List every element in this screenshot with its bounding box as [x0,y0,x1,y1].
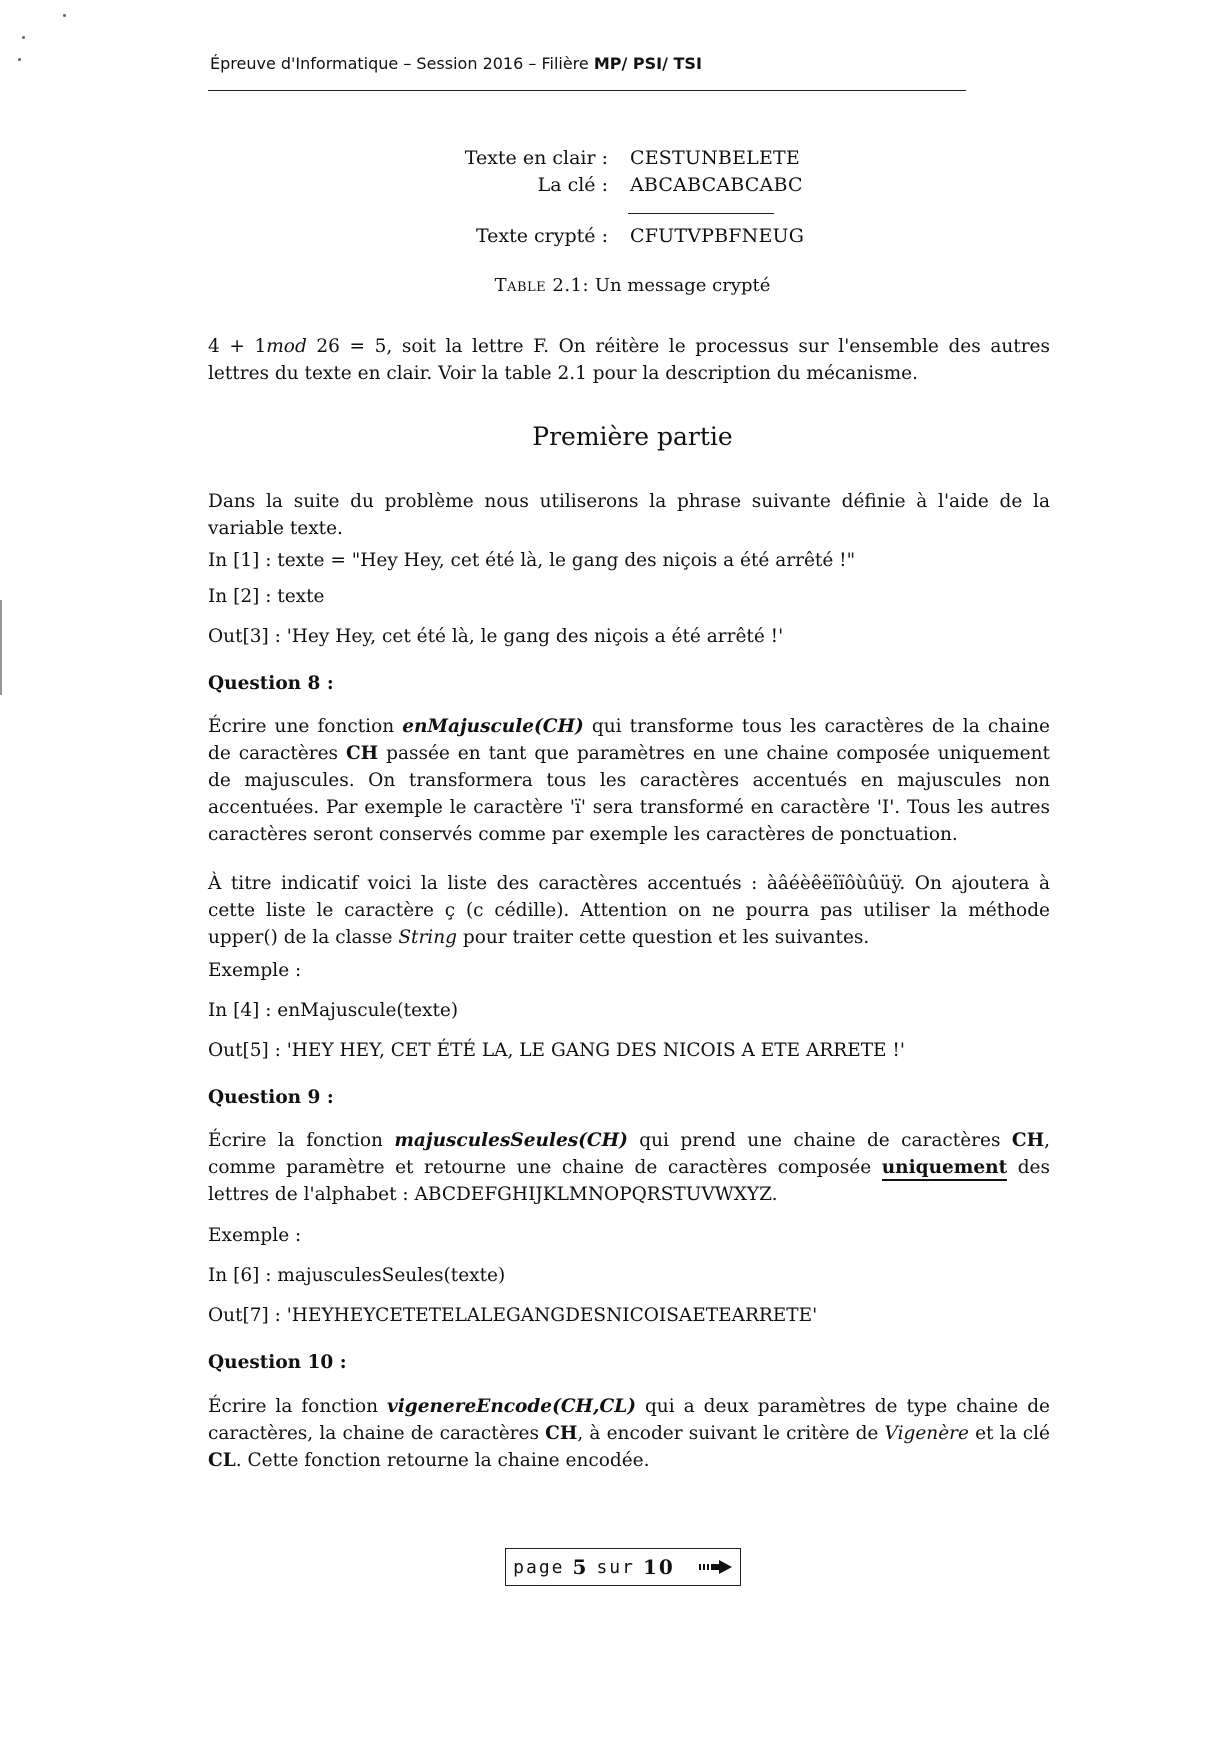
scan-speck [18,58,21,61]
cipher-row-encrypted [440,225,804,247]
cipher-row-key [440,172,803,199]
intro-paragraph [208,333,1050,387]
scan-speck [63,14,66,17]
emphasis-uniquement: uniquement [882,1157,1007,1181]
question-10-paragraph [208,1393,1050,1474]
text: . Cette fonction retourne la chaine encodée. [235,1450,650,1471]
text: et la clé [968,1423,1050,1444]
setup-paragraph: Dans la suite du problème nous utiliserons la phrase suivante définie à l'aide de la variable texte. [208,491,1050,539]
scan-speck [22,36,25,39]
intro-text: 26 = 5, soit la lettre F. On réitère le processus sur l'ensemble des autres lettres du texte en clair. Voir la table 2.1 pour la description du mécanisme. [208,336,1050,384]
code-in1: In [1] : texte = "Hey Hey, cet été là, le gang des niçois a été arrêté !" [208,550,856,571]
cipher-value: ABCABCABCABC [630,174,803,196]
code-in6: In [6] : majusculesSeules(texte) [208,1265,506,1286]
param-name: CH [1011,1130,1045,1151]
header-filiere: MP/ PSI/ TSI [593,54,702,73]
text: , comme paramètre et retourne une chaine de caractères composée [208,1130,1050,1178]
text: qui transforme tous les caractères de la chaine de caractères [208,716,1050,764]
question-10-title: Question 10 : [208,1352,347,1373]
cipher-sum-rule [628,213,774,214]
code-out7: Out[7] : 'HEYHEYCETETELALEGANGDESNICOISAETEARRETE' [208,1305,818,1326]
formula: 4 + 1 [208,336,267,357]
param-name: CH [545,1423,578,1444]
code-out5: Out[5] : 'HEY HEY, CET ÉTÉ LA, LE GANG DES NICOIS A ETE ARRETE !' [208,1040,905,1061]
function-name: enMajuscule(CH) [402,716,584,737]
cipher-label: La clé : [537,174,608,196]
text: passée en tant que paramètres en une chaine composée uniquement de majuscules. On transformera tous les caractères accentués en majuscules non accentuées. Par exemple le caractère 'ï' sera transformé en caractère 'I'. Tous les autres caractères seront conservés comme par exemple les caractères de ponctuation. [208,743,1050,845]
cipher-table [440,145,803,199]
cipher-value: CFUTVPBFNEUG [630,225,805,247]
question-8-paragraph-1 [208,713,1050,848]
formula-mod: mod [266,336,307,357]
header-rule [208,90,966,91]
text: qui prend une chaine de caractères [627,1130,1012,1151]
function-name: majusculesSeules(CH) [394,1130,628,1151]
q8-example-label: Exemple : [208,960,302,981]
page-header [210,54,702,73]
footer-page-total: 10 [642,1555,675,1579]
class-name: String [398,927,457,948]
text: Écrire la fonction [208,1396,387,1417]
scan-margin-bar [0,600,2,695]
param-name: CH [345,743,379,764]
text: , à encoder suivant le critère de [577,1423,885,1444]
cipher-label: Texte en clair : [464,147,608,169]
cipher-label: Texte crypté : [475,225,608,247]
question-9-paragraph [208,1127,1050,1208]
question-8-title: Question 8 : [208,673,334,694]
text: Écrire une fonction [208,716,403,737]
caption-text: Un message crypté [594,275,771,296]
code-out3: Out[3] : 'Hey Hey, cet été là, le gang des niçois a été arrêté !' [208,626,784,647]
header-title: Épreuve d'Informatique – Session 2016 – Filière [210,54,594,73]
function-name: vigenereEncode(CH,CL) [387,1396,636,1417]
text: qui a deux paramètres de type chaine de caractères, la chaine de caractères [208,1396,1051,1444]
cipher-value: CESTUNBELETE [630,147,800,169]
param-name: CL [208,1450,236,1471]
question-8-paragraph-2 [208,870,1050,951]
section-title: Première partie [532,422,733,451]
code-in4: In [4] : enMajuscule(texte) [208,1000,459,1021]
footer-sur-word: sur [596,1556,635,1578]
q9-example-label: Exemple : [208,1225,302,1246]
text: pour traiter cette question et les suivantes. [456,927,870,948]
page-footer [505,1548,741,1586]
footer-page-word: page [513,1556,565,1578]
question-9-title: Question 9 : [208,1087,334,1108]
footer-page-number: 5 [572,1555,589,1579]
arrow-right-icon [699,1559,733,1575]
text: Écrire la fonction [208,1130,395,1151]
table-caption [0,275,1225,296]
cipher-name: Vigenère [884,1423,969,1444]
text: À titre indicatif voici la liste des caractères accentués : àâéèêëîïôùûüÿ. On ajoutera à cette liste le caractère ç (c cédille). Attention on ne pourra pas utiliser la méthode upper() de la classe [208,873,1050,948]
text: des lettres de l'alphabet : ABCDEFGHIJKLMNOPQRSTUVWXYZ. [208,1157,1050,1205]
cipher-row-plaintext [440,145,803,172]
code-in2: In [2] : texte [208,586,325,607]
caption-ref: Table 2.1: [494,275,590,296]
